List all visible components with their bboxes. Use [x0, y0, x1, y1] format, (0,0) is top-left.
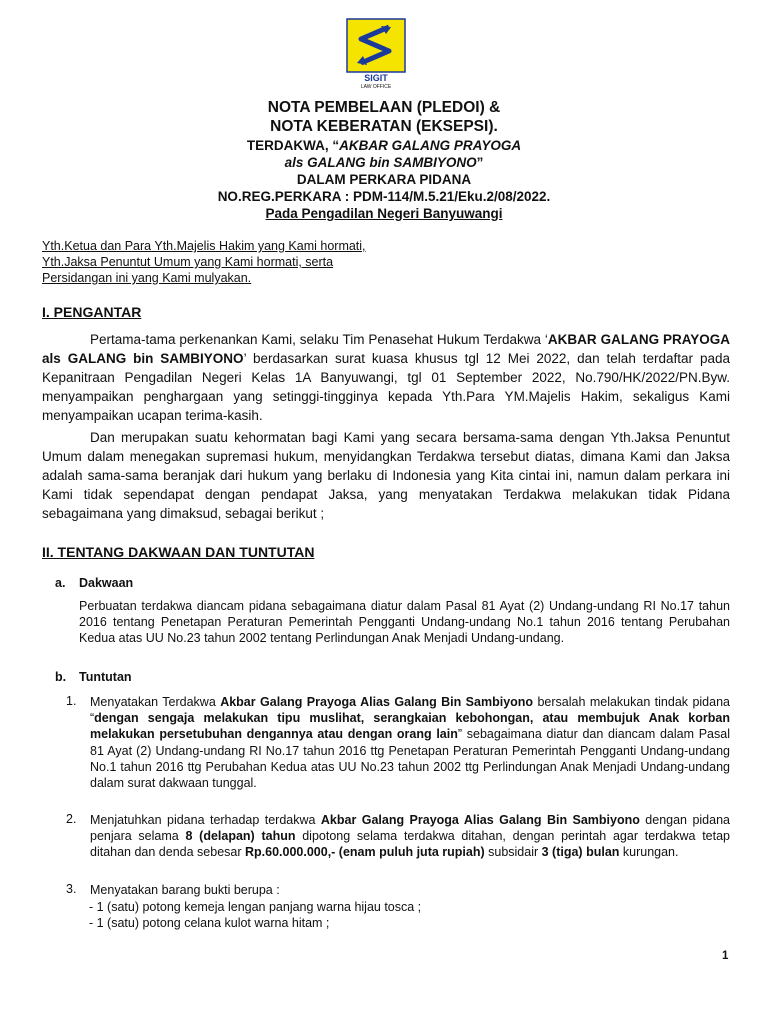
subsection-b-label [55, 670, 132, 684]
subsection-a-key: a. [55, 576, 66, 590]
law-office-logo [345, 17, 407, 89]
list-item-number: 1. [66, 694, 77, 708]
section-2-heading: II. TENTANG DAKWAAN DAN TUNTUTAN [42, 544, 315, 560]
logo-text: SIGIT [364, 73, 388, 83]
defendant-line-1 [0, 137, 768, 154]
intro-paragraph-1 [42, 330, 730, 425]
salutation-line-1: Yth.Ketua dan Para Yth.Majelis Hakim yang Kami hormati, [42, 239, 366, 253]
court-name: Pada Pengadilan Negeri Banyuwangi [265, 206, 503, 221]
item2-text-1: Menjatuhkan pidana terhadap terdakwa [90, 813, 321, 827]
defendant-line-2 [0, 154, 768, 171]
intro-p1-defendant: AKBAR GALANG PRAYOGA als GALANG bin SAMBIYONO [42, 332, 730, 366]
item2-subsidiary: 3 (tiga) bulan [541, 845, 620, 860]
defendant-alias: als GALANG bin SAMBIYONO [284, 155, 477, 170]
logo-subtext: LAW OFFICE [360, 84, 392, 89]
case-type: DALAM PERKARA PIDANA [296, 172, 472, 187]
intro-paragraph-2: Dan merupakan suatu kehormatan bagi Kami yang secara bersama-sama dengan Yth.Jaksa Penuntut Umum dalam menegakan supremasi hukum, menyidangkan Terdakwa tersebut diatas, dimana Kami dan Jaksa adalah sama-sama beranjak dari hukum yang berlaku di Indonesia yang Kita cintai ini, namun dalam perkara ini Kami tidak sependapat dengan pendapat Jaksa, yang menyatakan Terdakwa melakukan tidak Pidana sebagaimana yang dimaksud, sebagai berikut ; [42, 430, 730, 521]
intro-p1-text-b: ’ berdasarkan surat kuasa khusus tgl 12 Mei 2022, dan telah terdaftar pada Kepanitraan Pengadilan Negeri Kelas 1A Banyuwangi, tgl 01 September 2022, No.790/HK/2022/PN.Byw. menyampaikan penghargaan yang setinggi-tingginya kepada Yth.Para YM.Majelis Hakim, sekaligus Kami menyampaikan ucapan terima-kasih. [42, 351, 730, 423]
item2-text-3: dipotong selama terdakwa ditahan, dengan perintah agar terdakwa tetap ditahan dan denda sebesar [90, 829, 730, 860]
subsection-b-key: b. [55, 670, 67, 684]
item2-fine: Rp.60.000.000,- (enam puluh juta rupiah) [245, 845, 485, 860]
item2-text-2: dengan pidana penjara selama [90, 813, 730, 844]
item2-defendant: Akbar Galang Prayoga Alias Galang Bin Sambiyono [320, 813, 640, 827]
case-register-number: NO.REG.PERKARA : PDM-114/M.5.21/Eku.2/08/2022. [217, 189, 551, 204]
item1-defendant: Akbar Galang Prayoga Alias Galang Bin Sambiyono [220, 695, 534, 709]
tuntutan-item-3: Menyatakan barang bukti berupa : [90, 883, 280, 897]
section-1-heading: I. PENGANTAR [42, 304, 142, 320]
item2-text-4: subsidair [484, 845, 542, 860]
tuntutan-item-2 [90, 812, 730, 861]
subsection-b-title: Tuntutan [79, 670, 132, 684]
evidence-item: - 1 (satu) potong kemeja lengan panjang warna hijau tosca ; [89, 900, 422, 914]
salutation-line-3: Persidangan ini yang Kami mulyakan. [42, 271, 252, 285]
defendant-prefix: TERDAKWA, “ [246, 138, 340, 153]
page-number: 1 [722, 950, 729, 962]
list-item-number: 2. [66, 812, 77, 826]
title-line-1: NOTA PEMBELAAN (PLEDOI) & [267, 99, 501, 116]
defendant-name: AKBAR GALANG PRAYOGA [339, 138, 522, 153]
title-line-2: NOTA KEBERATAN (EKSEPSI). [270, 118, 498, 135]
defendant-suffix: ” [476, 155, 484, 170]
subsection-a-title: Dakwaan [79, 576, 134, 590]
dakwaan-paragraph: Perbuatan terdakwa diancam pidana sebagaimana diatur dalam Pasal 81 Ayat (2) Undang-undang RI No.17 tahun 2016 tentang Penetapan Peraturan Pemerintah Pengganti Undang-undang No.1 tahun 2016 tentang Perubahan Kedua atas UU No.23 tahun 2002 tentang Perlindungan Anak Menjadi Undang-undang. [79, 599, 730, 646]
item1-text-1: Menyatakan Terdakwa [90, 695, 221, 709]
salutation-line-2: Yth.Jaksa Penuntut Umum yang Kami hormati, serta [42, 255, 334, 269]
item2-text-5: kurungan. [619, 845, 679, 860]
item1-charge: dengan sengaja melakukan tipu muslihat, serangkaian kebohongan, atau membujuk Anak korban melakukan persetubuhan dengannya atau dengan orang lain [90, 711, 730, 742]
evidence-item: - 1 (satu) potong celana kulot warna hitam ; [89, 916, 330, 930]
list-item-number: 3. [66, 882, 77, 896]
intro-p1-text-a: Pertama-tama perkenankan Kami, selaku Tim Penasehat Hukum Terdakwa ‘ [90, 332, 548, 347]
subsection-a-label [55, 576, 133, 590]
item1-text-3: ” sebagaimana diatur dan diancam dalam Pasal 81 Ayat (2) Undang-undang RI No.17 tahun 2016 ttg Penetapan Peraturan Pemerintah Pengganti Undang-undang No.1 tahun 2016 ttg Perubahan Kedua atas UU No.23 tahun 2002 ttg Perlindungan Anak Menjadi Undang-undang dalam surat dakwaan tunggal. [90, 727, 730, 791]
item2-sentence: 8 (delapan) tahun [185, 829, 296, 844]
item1-text-2: bersalah melakukan tindak pidana “ [90, 695, 730, 726]
tuntutan-item-1 [90, 694, 730, 791]
